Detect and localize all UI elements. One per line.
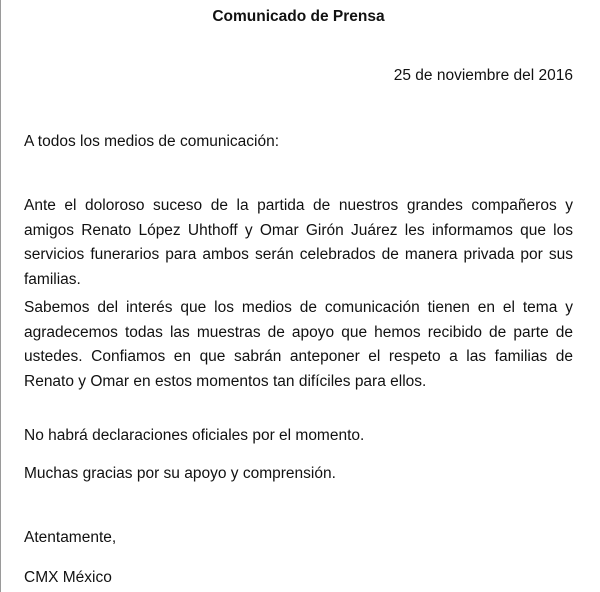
document-date: 25 de noviembre del 2016 (393, 67, 573, 84)
paragraph-1: Ante el doloroso suceso de la partida de nuestros grandes compañeros y amigos Renato López Uhthoff y Omar Girón Juárez les informamos que los servicios funerarios para ambos serán celebrados de manera privada por sus familias. (24, 197, 573, 288)
paragraph-4: Muchas gracias por su apoyo y comprensión. (24, 465, 336, 482)
document-signature: CMX México (24, 569, 112, 586)
paragraph-3: No habrá declaraciones oficiales por el momento. (24, 427, 365, 444)
document-title: Comunicado de Prensa (212, 8, 385, 25)
paragraph-2: Sabemos del interés que los medios de comunicación tienen en el tema y agradecemos todas las muestras de apoyo que hemos recibido de parte de ustedes. Confiamos en que sabrán anteponer el respeto a las familias de Renato y Omar en estos momentos tan difíciles para ellos. (24, 299, 573, 390)
document-closing: Atentamente, (24, 529, 117, 546)
page-left-border (0, 0, 1, 592)
document-greeting: A todos los medios de comunicación: (24, 133, 280, 150)
